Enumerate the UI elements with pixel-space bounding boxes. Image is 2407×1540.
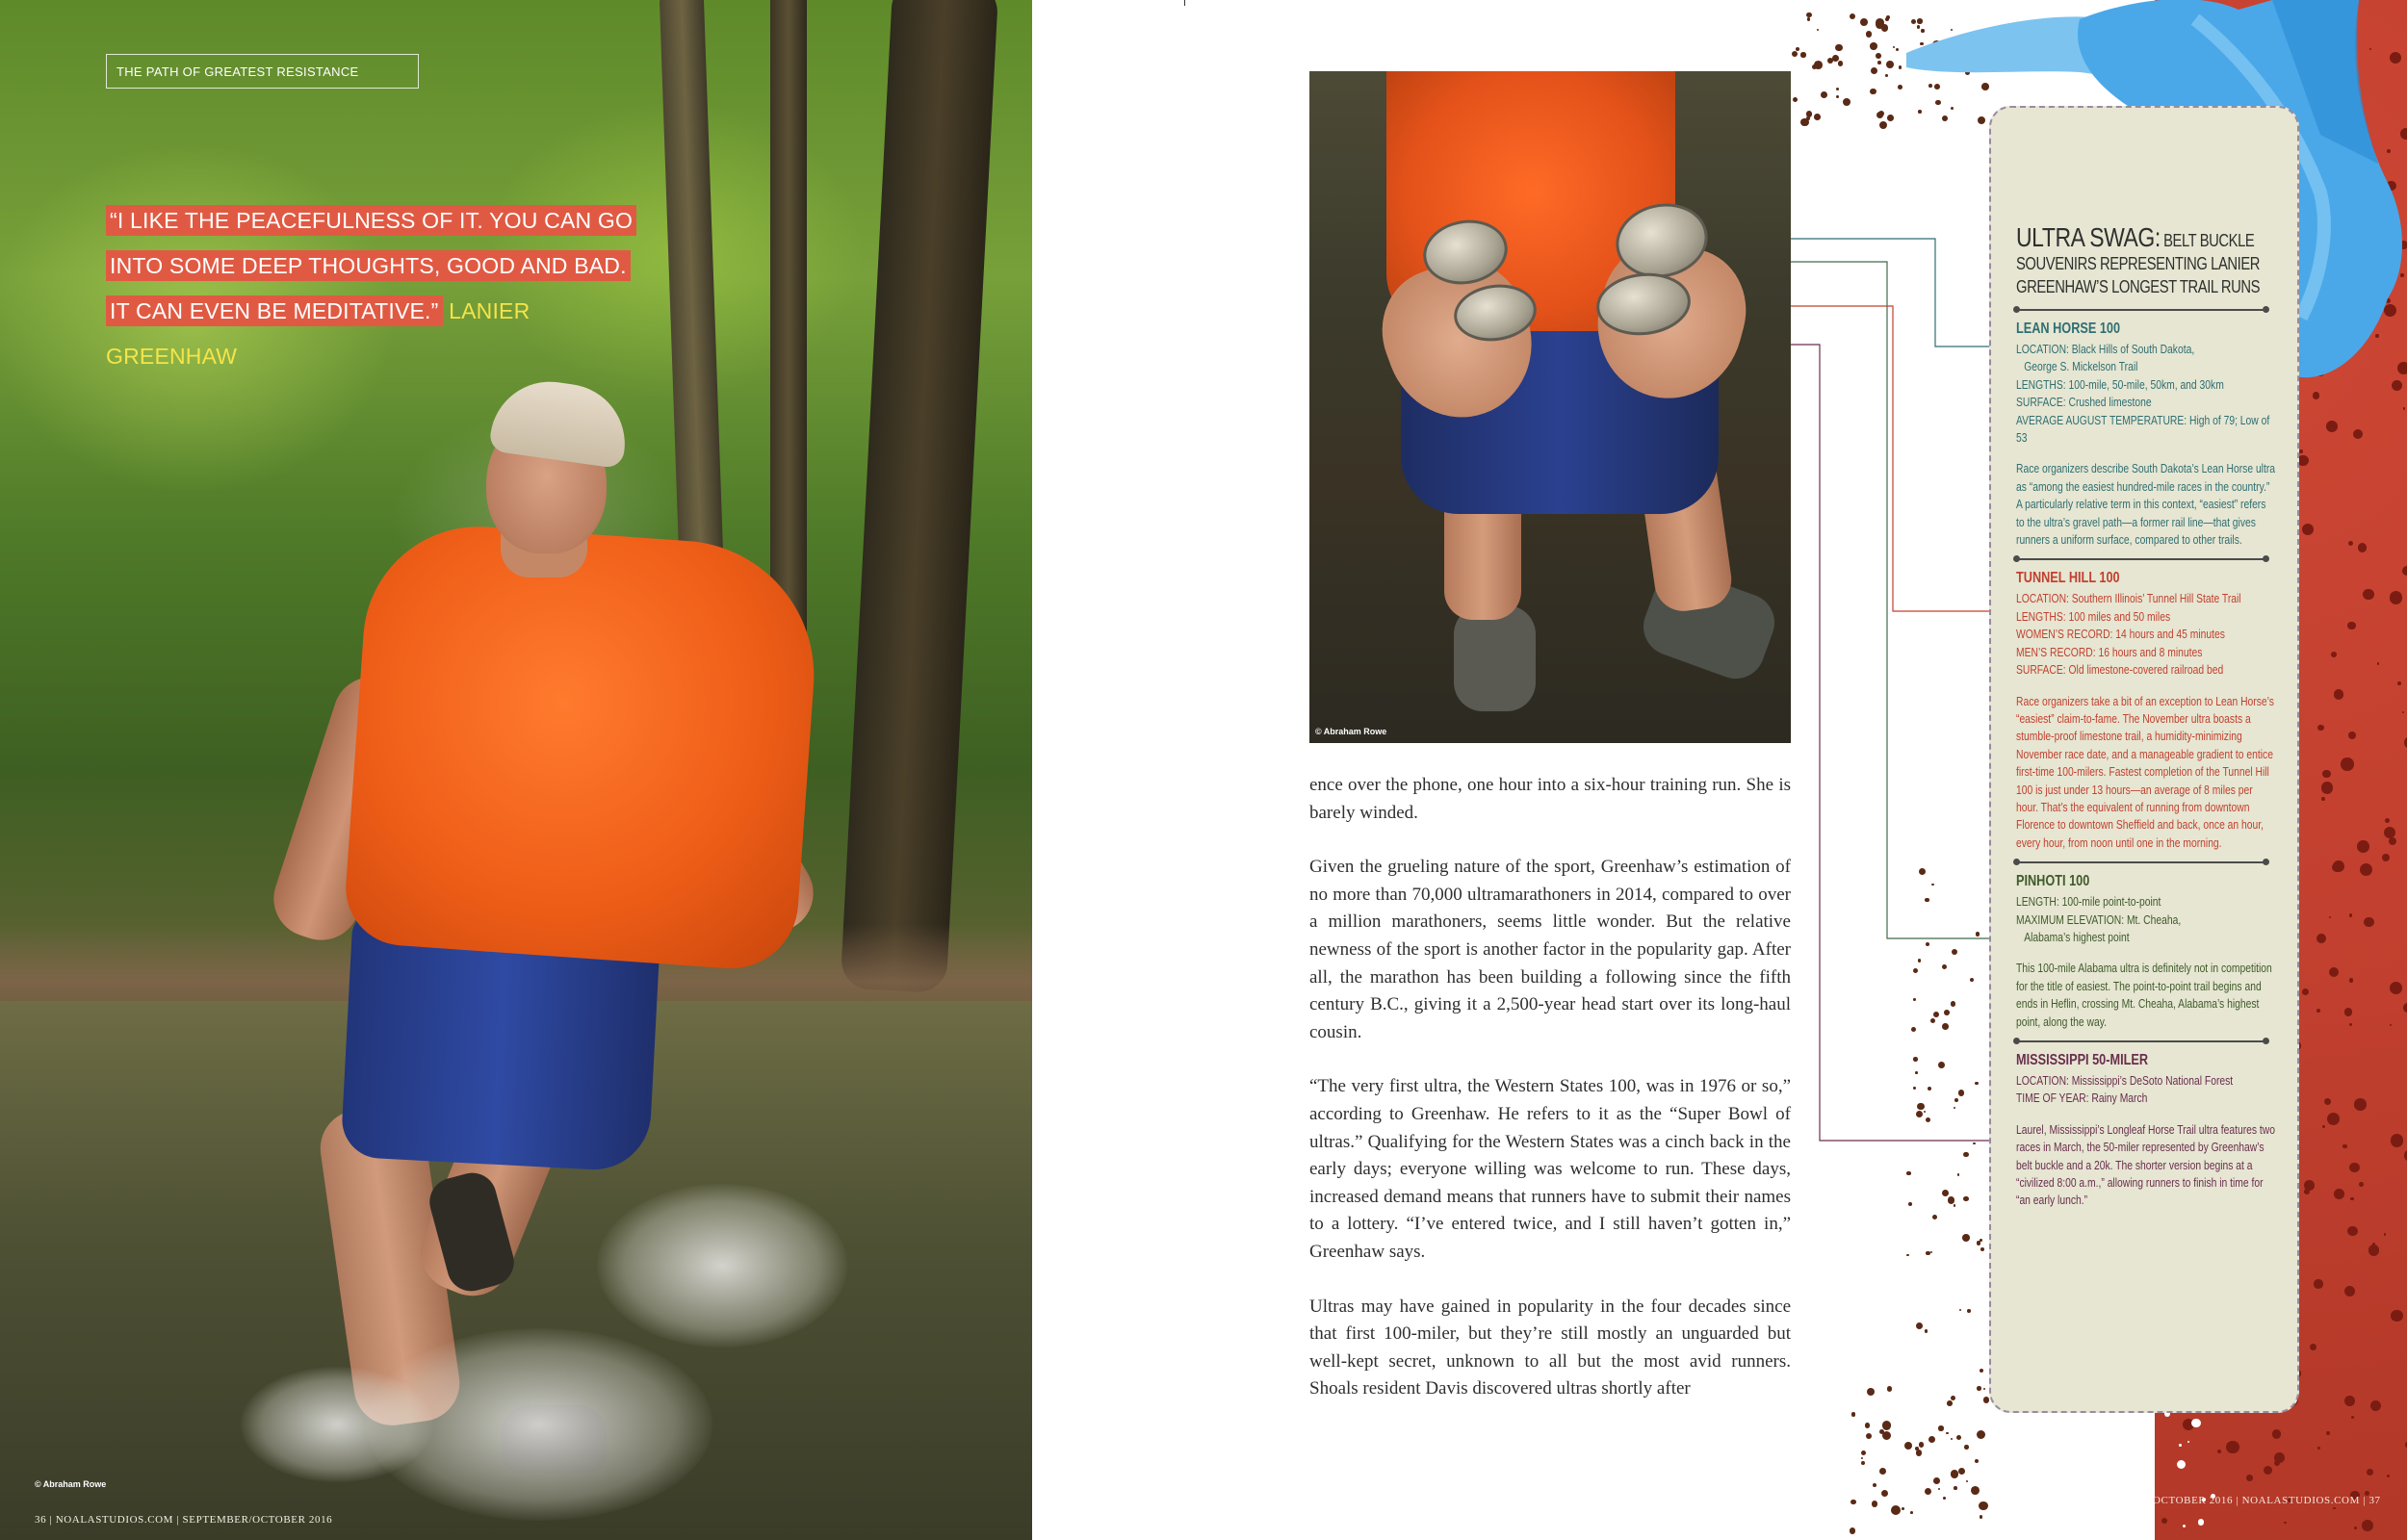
race-detail-line: George S. Mickelson Trail	[2024, 360, 2138, 374]
race-detail-line: LOCATION: Southern Illinois’ Tunnel Hill State Trail	[2016, 592, 2241, 606]
sidebar-title-sub: BELT BUCKLE SOUVENIRS REPRESENTING LANIER GREENHAW’S LONGEST TRAIL RUNS	[2016, 231, 2261, 296]
ultra-swag-sidebar	[1989, 106, 2299, 1413]
ink-speck	[1977, 1386, 1981, 1391]
ink-speck	[1918, 959, 1922, 962]
ink-speck	[1976, 932, 1980, 936]
photo-shoe	[1454, 605, 1536, 711]
pull-quote-text: “I LIKE THE PEACEFULNESS OF IT. YOU CAN GO INTO SOME DEEP THOUGHTS, GOOD AND BAD. IT CAN EVEN BE MEDITATIVE.”	[106, 205, 636, 326]
ink-speck	[1975, 1082, 1978, 1085]
ink-speck	[1913, 1087, 1915, 1089]
ink-speck	[1893, 46, 1895, 48]
ink-speck	[1898, 85, 1902, 90]
ink-speck	[1931, 884, 1933, 886]
race-detail-line: LENGTHS: 100-mile, 50-mile, 50km, and 30km	[2016, 377, 2224, 392]
ink-speck	[1911, 1027, 1916, 1032]
ink-speck	[1807, 17, 1810, 20]
inset-photo-credit: © Abraham Rowe	[1315, 727, 1387, 736]
ink-speck	[1887, 1386, 1893, 1392]
ink-speck	[1924, 1111, 1926, 1113]
pull-quote	[106, 198, 645, 379]
ink-speck	[1980, 1239, 1982, 1242]
ink-speck	[1942, 1023, 1949, 1030]
ink-speck	[2321, 782, 2334, 794]
ink-speck	[2217, 1450, 2221, 1453]
race-details	[2016, 1072, 2277, 1108]
ink-speck	[1877, 61, 1881, 64]
ink-speck	[1967, 1309, 1971, 1313]
photo-credit: © Abraham Rowe	[35, 1479, 107, 1489]
pull-quote-attribution: LANIER GREENHAW	[106, 298, 531, 369]
ink-speck	[2198, 1519, 2204, 1525]
ink-speck	[2246, 1475, 2252, 1480]
race-detail-line: MAXIMUM ELEVATION: Mt. Cheaha,	[2016, 912, 2182, 927]
ink-speck	[2349, 913, 2353, 917]
race-detail-line: TIME OF YEAR: Rainy March	[2016, 1091, 2148, 1106]
ink-speck	[1882, 1421, 1892, 1430]
ink-speck	[1916, 1450, 1922, 1455]
ink-speck	[1947, 1400, 1953, 1406]
ink-speck	[1867, 1388, 1875, 1396]
race-name: LEAN HORSE 100	[2016, 321, 2121, 337]
race-detail-line: LOCATION: Black Hills of South Dakota,	[2016, 343, 2195, 356]
ink-speck	[1966, 1480, 1968, 1482]
ink-speck	[1942, 964, 1947, 969]
ink-speck	[2377, 662, 2380, 665]
ink-speck	[2321, 797, 2325, 801]
race-details	[2016, 590, 2277, 679]
ink-speck	[1899, 65, 1902, 68]
race-details	[2016, 893, 2277, 946]
runner-shirt	[342, 519, 823, 973]
ink-speck	[2362, 1520, 2373, 1531]
ink-speck	[1926, 942, 1929, 946]
ink-speck	[1876, 18, 1884, 27]
ink-speck	[1850, 13, 1855, 19]
ink-speck	[1930, 1018, 1935, 1023]
ink-speck	[2187, 1441, 2189, 1443]
race-detail-line: LOCATION: Mississippi’s DeSoto National Forest	[2016, 1074, 2234, 1088]
race-description: Race organizers describe South Dakota’s Lean Horse ultra as “among the easiest hundred-mile races in the country.” A particularly relative term in this context, “easiest” refers to the ultra’s gravel path—a former rail line—that gives runners a uniform surface, compared to other trails.	[2016, 462, 2276, 548]
ink-speck	[1948, 1196, 1955, 1204]
ink-speck	[1983, 1397, 1990, 1403]
race-entry-lean-horse	[2016, 321, 2277, 549]
ink-speck	[1958, 1468, 1965, 1475]
water-splash	[241, 1367, 433, 1482]
race-detail-line: LENGTH: 100-mile point-to-point	[2016, 895, 2161, 910]
ink-speck	[1925, 898, 1928, 902]
crop-mark	[1184, 0, 1185, 6]
ink-speck	[2347, 1226, 2357, 1236]
ink-speck	[1861, 1461, 1865, 1465]
ink-speck	[2357, 840, 2369, 853]
ink-speck	[1913, 998, 1916, 1001]
ink-speck	[1904, 1442, 1912, 1450]
ink-speck	[2322, 770, 2330, 778]
page-folio-right: OCTOBER 2016 | NOALASTUDIOS.COM | 37	[2153, 1495, 2381, 1506]
ink-speck	[1879, 121, 1887, 129]
ink-speck	[2403, 1003, 2407, 1012]
body-paragraph: ence over the phone, one hour into a six-hour training run. She is barely winded.	[1309, 775, 1791, 823]
ink-speck	[1913, 968, 1918, 973]
ink-speck	[2161, 1518, 2167, 1524]
article-body	[1309, 772, 1791, 1430]
ink-speck	[2284, 1522, 2286, 1524]
ink-speck	[2341, 757, 2353, 770]
ink-speck	[1800, 52, 1805, 57]
ink-speck	[2364, 917, 2373, 927]
ink-speck	[1851, 1412, 1855, 1416]
ink-speck	[1866, 31, 1873, 38]
sidebar-title	[2016, 222, 2285, 299]
ink-speck	[1814, 114, 1821, 120]
ink-speck	[1850, 1527, 1856, 1534]
ink-speck	[1806, 116, 1810, 120]
ink-speck	[1812, 64, 1817, 69]
ink-speck	[1793, 97, 1798, 102]
ink-speck	[1928, 1436, 1935, 1443]
ink-speck	[1906, 1171, 1911, 1176]
ink-speck	[1971, 1486, 1980, 1495]
ink-speck	[1977, 1241, 1980, 1245]
ink-speck	[1876, 53, 1881, 59]
body-paragraph: Given the grueling nature of the sport, Greenhaw’s estimation of no more than 70,000 ultramarathoners in 2014, compared to over a million marathoners, seems little wonder. But the relative newness of the sport is another factor in the popularity gap. After all, the marathon has been building a following since the fifth century B.C., giving it a 2,500-year head start over its long-haul cousin.	[1309, 857, 1791, 1042]
ink-speck	[2384, 827, 2395, 838]
divider-rule	[2016, 309, 2266, 311]
ink-speck	[2316, 934, 2326, 943]
ink-speck	[1886, 61, 1894, 68]
ink-speck	[2313, 392, 2319, 398]
race-detail-line: LENGTHS: 100 miles and 50 miles	[2016, 609, 2171, 624]
ink-speck	[2391, 1134, 2404, 1147]
ink-speck	[1885, 74, 1888, 77]
divider-rule	[2016, 861, 2266, 863]
race-description: This 100-mile Alabama ultra is definitely not in competition for the title of easiest. The point-to-point trail begins and ends in Heflin, crossing Mt. Cheaha, Alabama’s highest point, along the way.	[2016, 962, 2272, 1029]
race-name: MISSISSIPPI 50-MILER	[2016, 1052, 2149, 1068]
race-detail-line: WOMEN’S RECORD: 14 hours and 45 minutes	[2016, 628, 2225, 642]
ink-speck	[1916, 1322, 1923, 1329]
ink-speck	[1913, 1057, 1918, 1062]
ink-speck	[1962, 1234, 1970, 1242]
ink-speck	[2226, 1441, 2239, 1453]
ink-speck	[1946, 1432, 1948, 1434]
belt-buckle-photo	[1309, 71, 1791, 743]
ink-speck	[1943, 1497, 1946, 1500]
ink-speck	[1916, 1111, 1923, 1117]
ink-speck	[2390, 591, 2402, 603]
ink-speck	[2324, 1098, 2331, 1105]
ink-speck	[2316, 1009, 2320, 1013]
ink-speck	[2326, 421, 2338, 432]
ink-speck	[2397, 681, 2401, 685]
ink-speck	[1954, 1486, 1957, 1490]
ink-speck	[2359, 1182, 2364, 1187]
ink-speck	[1952, 949, 1957, 955]
ink-speck	[1917, 1103, 1925, 1111]
ink-speck	[2179, 1444, 2182, 1447]
race-details	[2016, 341, 2277, 447]
ink-speck	[1821, 91, 1827, 98]
ink-speck	[2348, 732, 2356, 739]
ink-speck	[2327, 1113, 2340, 1125]
race-description: Laurel, Mississippi’s Longleaf Horse Trail ultra features two races in March, the 50-miler represented by Greenhaw’s belt buckle and a 20k. The shorter version begins at a “civilized 8:00 a.m.,” allowing runners to finish in time for “an early lunch.”	[2016, 1122, 2276, 1208]
ink-speck	[2349, 1163, 2359, 1172]
ink-speck	[1870, 89, 1876, 95]
ink-speck	[1843, 98, 1851, 106]
ink-speck	[1964, 1445, 1969, 1450]
ink-speck	[1851, 1500, 1855, 1504]
ink-speck	[1835, 44, 1843, 52]
ink-speck	[1836, 88, 1839, 90]
divider-rule	[2016, 558, 2266, 560]
race-detail-line: SURFACE: Crushed limestone	[2016, 396, 2152, 410]
ink-speck	[1871, 67, 1877, 74]
sidebar-title-lead: ULTRA SWAG:	[2016, 222, 2161, 252]
ink-speck	[1951, 1001, 1956, 1007]
ink-speck	[2342, 1144, 2347, 1149]
ink-speck	[2304, 1189, 2310, 1194]
race-detail-line: SURFACE: Old limestone-covered railroad bed	[2016, 663, 2224, 678]
ink-speck	[2317, 725, 2323, 731]
ink-speck	[2372, 1243, 2375, 1245]
race-detail-line: AVERAGE AUGUST TEMPERATURE: High of 79; Low of 53	[2016, 413, 2270, 446]
race-entry-tunnel-hill	[2016, 570, 2277, 852]
ink-speck	[2299, 449, 2303, 453]
ink-speck	[1933, 1012, 1939, 1017]
race-name: PINHOTI 100	[2016, 873, 2090, 890]
ink-speck	[1954, 1098, 1958, 1102]
ink-speck	[1951, 1438, 1953, 1440]
divider-rule	[2016, 1040, 2266, 1042]
ink-speck	[2385, 818, 2390, 823]
ink-speck	[1933, 1477, 1940, 1484]
ink-speck	[2354, 1098, 2366, 1110]
ink-speck	[1887, 115, 1894, 121]
ink-speck	[2310, 1344, 2316, 1350]
body-paragraph: “The very first ultra, the Western States 100, was in 1976 or so,” according to Greenhaw. He refers to it as the “Super Bowl of ultras.” Qualifying for the Western States was a cinch back in the early days; everyone willing was welcome to run. These days, increased demand means that runners have to submit their names to a lottery. “I’ve entered twice, and I still haven’t gotten in,” Greenhaw says.	[1309, 1076, 1791, 1262]
ink-speck	[1838, 61, 1844, 66]
ink-speck	[2332, 862, 2342, 872]
ink-speck	[1861, 1450, 1866, 1455]
ink-speck	[1959, 1309, 1961, 1311]
ink-speck	[2350, 1197, 2354, 1201]
left-page-photo-spread	[0, 0, 1032, 1540]
ink-speck	[1908, 1202, 1912, 1206]
ink-speck	[2302, 988, 2309, 995]
water-splash	[597, 1184, 847, 1348]
race-name: TUNNEL HILL 100	[2016, 570, 2120, 587]
ink-speck	[1951, 1470, 1958, 1477]
page-folio-left: 36 | NOALASTUDIOS.COM | SEPTEMBER/OCTOBER 2016	[35, 1514, 333, 1526]
race-description: Race organizers take a bit of an exception to Lean Horse’s “easiest” claim-to-fame. The November ultra boasts a stumble-proof limestone trail, a humidity-minimizing November race date, and a manageable gradient to entice first-time 100-milers. Fastest completion of the Tunnel Hill 100 is just under 13 hours—an average of 8 miles per hour. That’s the equivalent of running from downtown Florence to downtown Sheffield and back, once an hour, every hour, from noon until one in the morning.	[2016, 694, 2274, 850]
ink-speck	[1973, 1142, 1976, 1145]
race-detail-line: Alabama’s highest point	[2024, 930, 2130, 944]
ink-speck	[1879, 1468, 1886, 1475]
race-entry-mississippi	[2016, 1052, 2277, 1210]
ink-speck	[2363, 589, 2373, 600]
race-entry-pinhoti	[2016, 873, 2277, 1031]
ink-speck	[1938, 1062, 1945, 1068]
ink-speck	[2344, 1008, 2353, 1016]
ink-speck	[1979, 1502, 1987, 1510]
ink-speck	[1870, 42, 1876, 49]
ink-speck	[2368, 1245, 2380, 1256]
ink-speck	[2344, 1396, 2355, 1406]
race-detail-line: MEN’S RECORD: 16 hours and 8 minutes	[2016, 645, 2203, 659]
ink-speck	[1963, 1152, 1968, 1157]
ink-speck	[1980, 1247, 1984, 1251]
ink-speck	[1876, 112, 1883, 118]
ink-speck	[1956, 1435, 1961, 1440]
ink-speck	[1963, 1196, 1968, 1201]
ink-speck	[1958, 1090, 1964, 1095]
ink-speck	[2314, 1279, 2322, 1288]
section-kicker: THE PATH OF GREATEST RESISTANCE	[106, 54, 419, 89]
ink-speck	[1832, 55, 1839, 62]
ink-speck	[1938, 1425, 1943, 1430]
ink-speck	[1980, 1515, 1983, 1519]
ink-speck	[1977, 1430, 1985, 1439]
body-paragraph: Ultras may have gained in popularity in the four decades since that first 100-miler, but they’re still mostly an unguarded but well-kept secret, unknown to all but the most avid runners. Shoals resident Davis discovered ultras shortly after	[1309, 1296, 1791, 1399]
ink-speck	[2348, 541, 2354, 547]
ink-speck	[1915, 1071, 1918, 1074]
